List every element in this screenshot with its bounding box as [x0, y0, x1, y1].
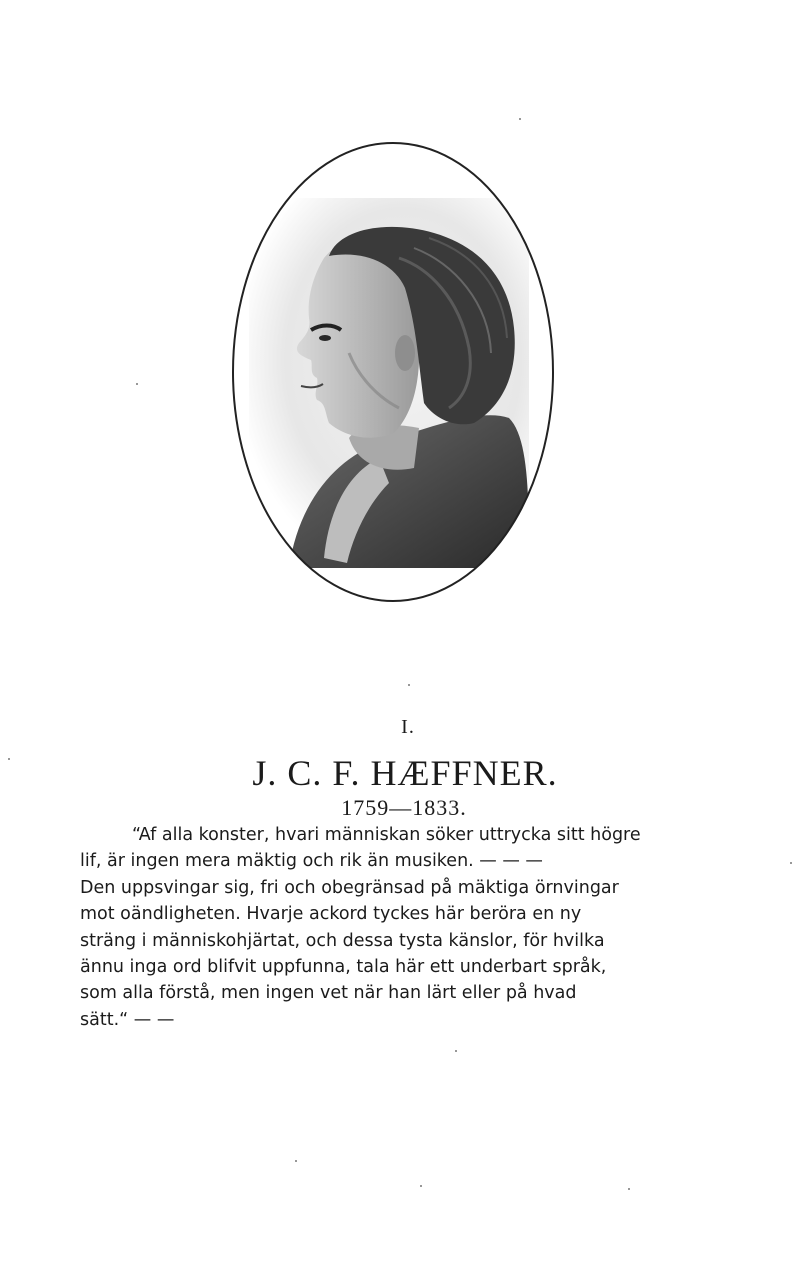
print-speck [455, 1050, 457, 1052]
portrait-icon [229, 138, 557, 606]
print-speck [136, 383, 138, 385]
quote-paragraph [80, 822, 686, 1033]
quote-line: som alla förstå, men ingen vet när han lärt eller på hvad [80, 983, 577, 1004]
portrait-oval [229, 138, 557, 606]
print-speck [420, 1185, 422, 1187]
print-speck [295, 1160, 297, 1162]
chapter-title: J. C. F. HÆFFNER. [252, 753, 558, 793]
quote-line: ännu inga ord blifvit uppfunna, tala här ett underbart språk, [80, 957, 607, 978]
chapter-number: I. [401, 716, 415, 738]
print-speck [519, 118, 521, 120]
quote-line: Den uppsvingar sig, fri och obegränsad på mäktiga örnvingar [80, 877, 619, 898]
quote-line: mot oändligheten. Hvarje ackord tyckes här beröra en ny [80, 904, 582, 925]
quote-line: “Af alla konster, hvari människan söker uttrycka sitt högre [132, 825, 641, 845]
print-speck [790, 862, 792, 864]
quote-line: lif, är ingen mera mäktig och rik än musiken. — — — [80, 851, 543, 872]
print-speck [408, 684, 410, 686]
print-speck [628, 1188, 630, 1190]
life-years: 1759—1833. [341, 795, 467, 820]
quote-line: sätt.“ — — [80, 1009, 175, 1030]
print-speck [8, 758, 10, 760]
quote-line: sträng i människohjärtat, och dessa tysta känslor, för hvilka [80, 930, 605, 951]
